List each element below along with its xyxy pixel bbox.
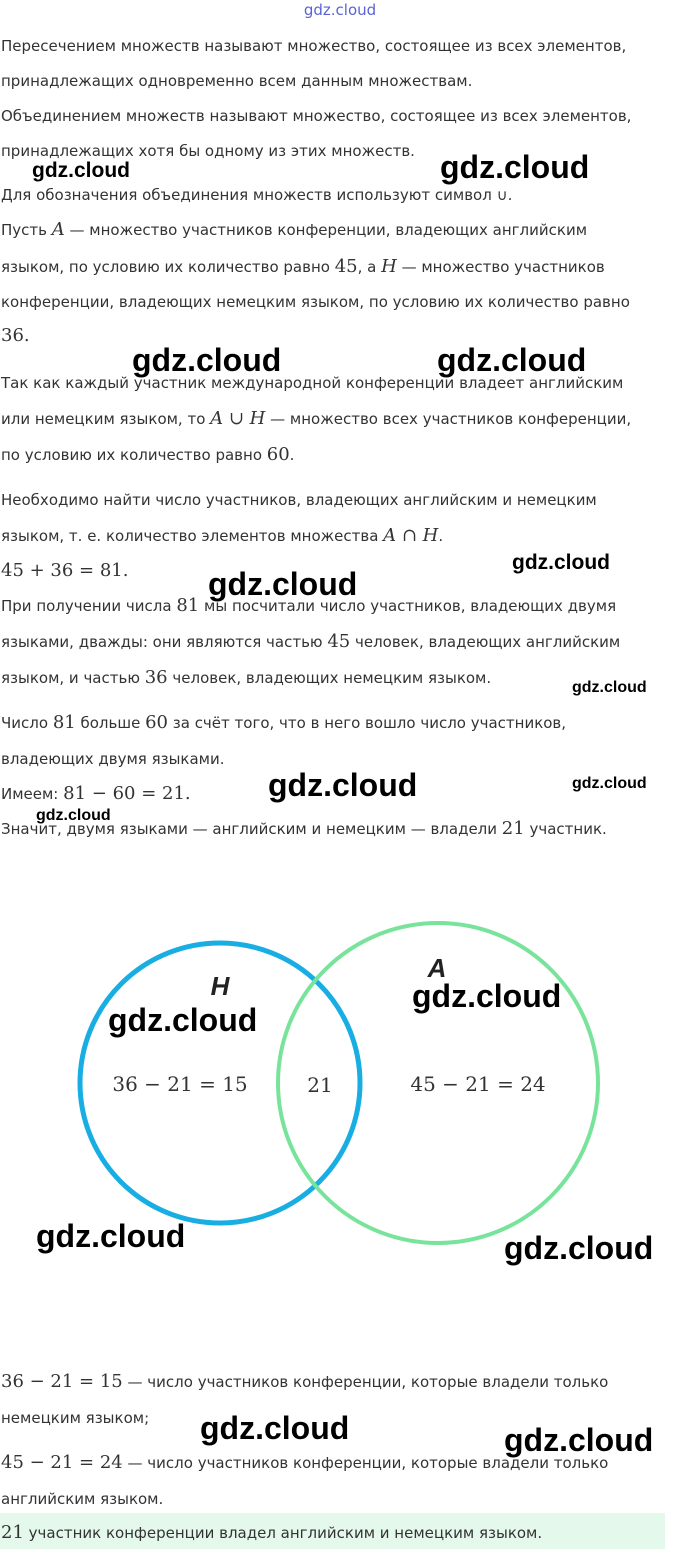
text-segment: больше xyxy=(75,714,146,732)
text-segment: участник конференции владел английским и немецким языком. xyxy=(23,1524,543,1542)
math-union: A ∪ H xyxy=(210,408,266,429)
comparison-line-1 xyxy=(1,714,680,732)
result-only-english-line-2: английским языком. xyxy=(1,1490,164,1508)
text-segment: участник. xyxy=(524,820,607,838)
union-reasoning-line-1: Так как каждый участник международной конференции владеет английским xyxy=(1,374,624,392)
math-number: 36 xyxy=(144,667,168,688)
math-equation: 45 − 21 = 24 xyxy=(1,1452,123,1473)
math-variable: A xyxy=(51,219,65,240)
math-variable: H xyxy=(381,256,397,277)
text-segment: При получении числа xyxy=(1,597,177,615)
watermark: gdz.cloud xyxy=(504,1422,654,1458)
math-number: 45 xyxy=(334,256,358,277)
math-intersection: A ∩ H xyxy=(383,525,439,546)
definition-union-line-2: принадлежащих хотя бы одному из этих множеств. xyxy=(1,142,415,160)
watermark: gdz.cloud xyxy=(572,775,647,792)
set-h-definition-line xyxy=(1,258,680,276)
task-line-1: Необходимо найти число участников, владеющих английским и немецким xyxy=(1,491,597,509)
task-line-2 xyxy=(1,527,680,545)
text-segment: — число участников конференции, которые владели только xyxy=(122,1454,609,1472)
region-both: 21 xyxy=(307,1073,333,1097)
watermark: gdz.cloud xyxy=(108,1002,258,1038)
definition-intersection-line-1: Пересечением множеств называют множество, состоящее из всех элементов, xyxy=(1,37,627,55)
watermark: gdz.cloud xyxy=(440,149,590,185)
set-h-label: H xyxy=(210,971,230,1001)
comparison-line-2: владеющих двумя языками. xyxy=(1,750,225,768)
text-segment: Имеем: xyxy=(1,785,64,803)
text-segment: , а xyxy=(357,258,382,276)
watermark: gdz.cloud xyxy=(36,807,111,824)
watermark: gdz.cloud xyxy=(512,551,610,574)
watermark: gdz.cloud xyxy=(132,342,282,378)
math-number: 81 xyxy=(52,712,76,733)
text-segment: языком, т. е. количество элементов множества xyxy=(1,527,384,545)
text-segment: Пусть xyxy=(1,221,52,239)
site-header-link[interactable]: gdz.cloud xyxy=(303,1,377,19)
math-number: 60 xyxy=(266,444,290,465)
math-equation: 36 − 21 = 15 xyxy=(1,1371,123,1392)
watermark: gdz.cloud xyxy=(208,566,358,602)
text-segment: человек, владеющих английским xyxy=(350,633,621,651)
text-segment: . xyxy=(438,527,444,545)
math-number: 60 xyxy=(145,712,168,733)
sum-equation: 45 + 36 = 81. xyxy=(1,560,129,581)
set-a-label: A xyxy=(427,953,447,983)
final-answer xyxy=(1,1524,680,1542)
text-segment: по условию их количество равно xyxy=(1,446,267,464)
watermark: gdz.cloud xyxy=(572,679,647,696)
text-segment: человек, владеющих немецким языком. xyxy=(167,669,492,687)
text-segment: языком, по условию их количество равно xyxy=(1,258,335,276)
region-only-a: 45 − 21 = 24 xyxy=(410,1072,546,1096)
watermark: gdz.cloud xyxy=(32,159,130,182)
text-segment: — множество участников конференции, владеющих английским xyxy=(64,221,588,239)
text-segment: мы посчитали число участников, владеющих двумя xyxy=(199,597,617,615)
text-segment: Число xyxy=(1,714,53,732)
text-segment: Значит, двумя языками — английским и немецким — владели xyxy=(1,820,502,838)
union-reasoning-line-3 xyxy=(1,446,680,464)
region-only-h: 36 − 21 = 15 xyxy=(112,1072,248,1096)
text-segment: — множество участников xyxy=(396,258,605,276)
text-segment: — множество всех участников конференции, xyxy=(265,410,632,428)
math-number: 21 xyxy=(1,1522,24,1543)
set-h-definition-line-2: конференции, владеющих немецким языком, по условию их количество равно xyxy=(1,293,630,311)
watermark: gdz.cloud xyxy=(504,1230,654,1266)
math-number: 45 xyxy=(327,631,351,652)
result-only-german-line-1 xyxy=(1,1373,680,1391)
watermark: gdz.cloud xyxy=(36,1218,186,1254)
watermark: gdz.cloud xyxy=(412,978,562,1014)
text-segment: языком, и частью xyxy=(1,669,145,687)
math-equation: 81 − 60 = 21. xyxy=(63,783,191,804)
set-a-definition-line xyxy=(1,221,680,239)
text-segment: — число участников конференции, которые владели только xyxy=(122,1373,609,1391)
watermark: gdz.cloud xyxy=(437,342,587,378)
math-number: 81 xyxy=(176,595,200,616)
text-segment: за счёт того, что в него вошло число участников, xyxy=(167,714,567,732)
union-symbol-line: Для обозначения объединения множеств используют символ ∪. xyxy=(1,186,513,204)
set-h-count: 36. xyxy=(1,325,30,346)
text-segment: или немецким языком, то xyxy=(1,410,211,428)
definition-intersection-line-2: принадлежащих одновременно всем данным множествам. xyxy=(1,72,473,90)
explanation-line-2 xyxy=(1,633,680,651)
definition-union-line-1: Объединением множеств называют множество, состоящее из всех элементов, xyxy=(1,107,632,125)
text-segment: языками, дважды: они являются частью xyxy=(1,633,328,651)
watermark: gdz.cloud xyxy=(200,1410,350,1446)
result-only-german-line-2: немецким языком; xyxy=(1,1409,150,1427)
text-segment: . xyxy=(289,446,295,464)
union-reasoning-line-2 xyxy=(1,410,680,428)
watermark: gdz.cloud xyxy=(268,767,418,803)
math-number: 21 xyxy=(501,818,525,839)
